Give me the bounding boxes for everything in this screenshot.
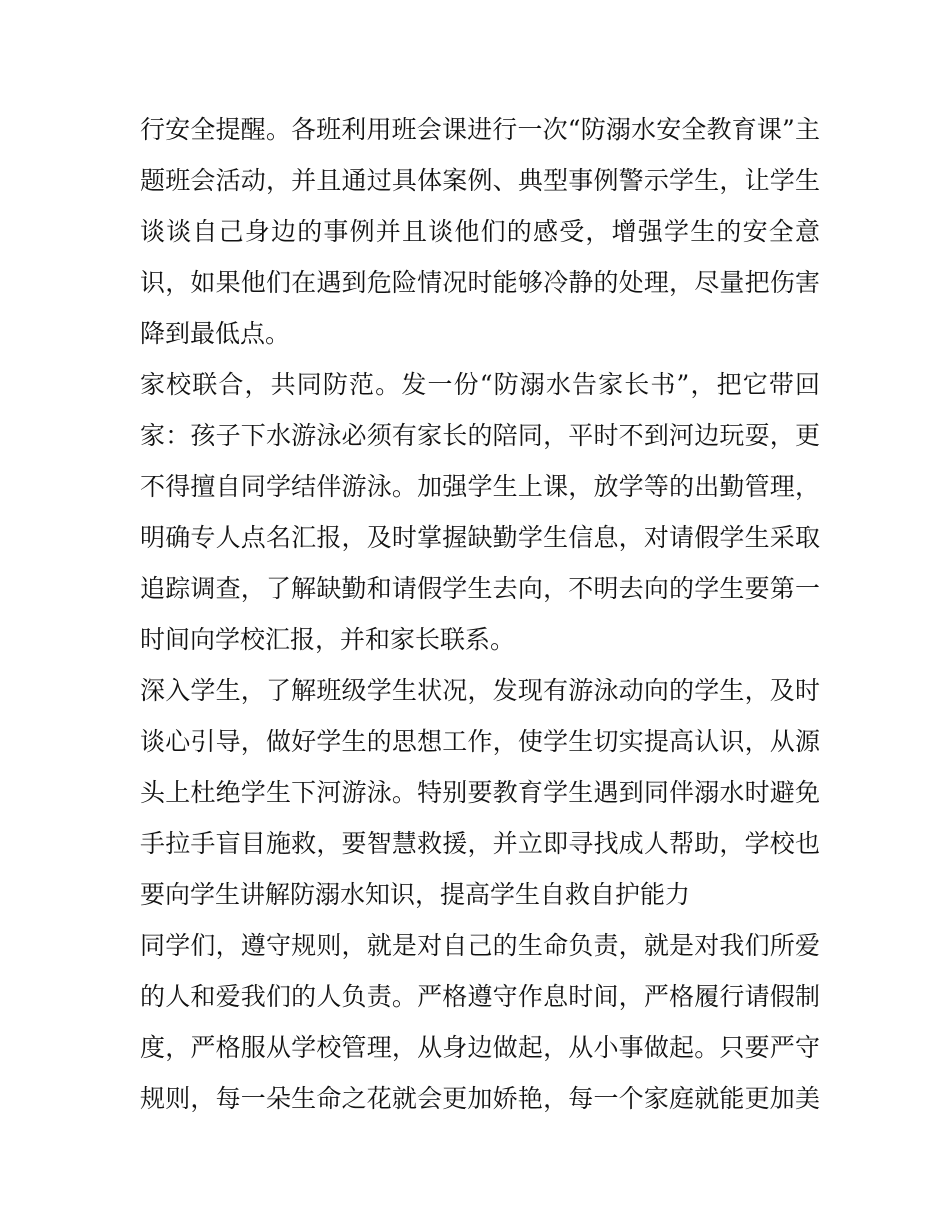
text-line: 家：孩子下水游泳必须有家长的陪同，平时不到河边玩耍，更 [140,421,820,450]
text-line: 手拉手盲目施救，要智慧救援，并立即寻找成人帮助，学校也 [140,829,820,858]
body-text [140,104,820,1124]
text-line: 的人和爱我们的人负责。严格遵守作息时间，严格履行请假制 [140,982,820,1011]
text-line: 题班会活动，并且通过具体案例、典型事例警示学生，让学生 [140,166,820,195]
text-line: 谈谈自己身边的事例并且谈他们的感受，增强学生的安全意 [140,217,820,246]
text-line: 家校联合，共同防范。发一份“防溺水告家长书”，把它带回 [140,370,820,399]
text-line: 谈心引导，做好学生的思想工作，使学生切实提高认识，从源 [140,727,820,756]
text-line: 同学们，遵守规则，就是对自己的生命负责，就是对我们所爱 [140,931,820,960]
text-line: 度，严格服从学校管理，从身边做起，从小事做起。只要严守 [140,1033,820,1062]
text-line: 时间向学校汇报，并和家长联系。 [140,625,516,654]
text-line: 行安全提醒。各班利用班会课进行一次“防溺水安全教育课”主 [140,115,820,144]
text-line: 要向学生讲解防溺水知识，提高学生自救自护能力 [140,880,691,909]
text-line: 头上杜绝学生下河游泳。特别要教育学生遇到同伴溺水时避免 [140,778,820,807]
text-line: 识，如果他们在遇到危险情况时能够冷静的处理，尽量把伤害 [140,268,820,297]
text-line: 降到最低点。 [140,319,291,348]
text-line: 规则，每一朵生命之花就会更加娇艳，每一个家庭就能更加美 [140,1084,820,1113]
text-line: 明确专人点名汇报，及时掌握缺勤学生信息，对请假学生采取 [140,523,820,552]
text-line: 追踪调查，了解缺勤和请假学生去向，不明去向的学生要第一 [140,574,820,603]
text-line: 深入学生，了解班级学生状况，发现有游泳动向的学生，及时 [140,676,820,705]
text-line: 不得擅自同学结伴游泳。加强学生上课，放学等的出勤管理， [140,472,820,501]
